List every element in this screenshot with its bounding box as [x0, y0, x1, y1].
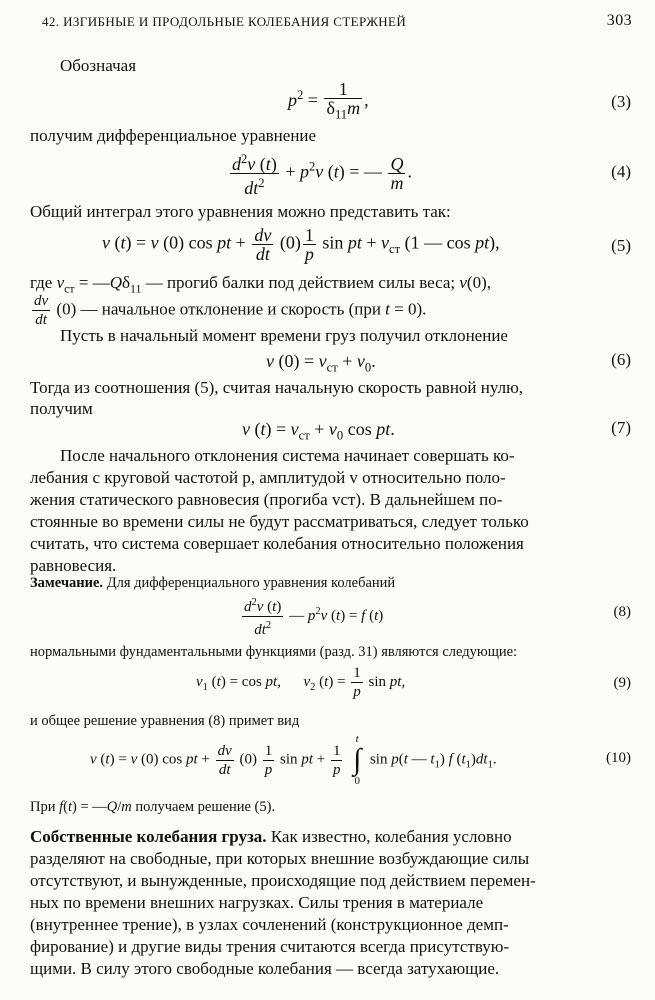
- text-fragment: — прогиб балки под действием силы веса;: [145, 273, 456, 292]
- paragraph-line: отсутствуют, и вынужденные, происходящие под действием перемен-: [30, 871, 536, 890]
- text-fragment: где: [30, 273, 53, 292]
- equation-8: $\frac{d^2v (t)}{dt^2}$ — $p^2v$ (t) = f (t): [240, 594, 383, 639]
- paragraph-line: разделяют на свободные, при которых внешние возбуждающие силы: [30, 849, 530, 868]
- equation-number: (6): [611, 350, 631, 369]
- text-fragment: — начальное отклонение и скорость (при: [80, 299, 381, 319]
- text-line: Общий интеграл этого уравнения можно представить так:: [30, 202, 451, 221]
- page-number: 303: [606, 12, 632, 29]
- remark-label: Замечание.: [30, 575, 104, 591]
- text-line: получим: [30, 399, 93, 418]
- text-line: Обозначая: [60, 56, 137, 75]
- equation-number: (7): [611, 418, 631, 437]
- text-line: $\frac{dv}{dt}$ (0) — начальное отклонение и скорость (при t = 0).: [34, 293, 427, 328]
- equation-number: (3): [611, 92, 631, 111]
- header-title: 42. ИЗГИБНЫЕ И ПРОДОЛЬНЫЕ КОЛЕБАНИЯ СТЕРЖНЕЙ: [42, 14, 407, 29]
- paragraph-line: равновесия.: [30, 556, 117, 575]
- text-fragment: При: [30, 799, 56, 815]
- equation-number: (9): [613, 675, 631, 691]
- equation-number: (5): [611, 236, 631, 255]
- equation-number: (10): [606, 750, 631, 766]
- paragraph-line: лебания с круговой частотой p, амплитудой v относительно поло-: [30, 468, 506, 487]
- equation-10: v (t) = v (0) cos pt + $\frac{dv}{dt}$ (0) $\frac{1}{p}$ sin pt + $\frac{1}{p}$ t ∫ 0 sin p(t — $t_1$) f $(t_1)dt_1$.: [90, 733, 497, 787]
- equation-5: v (t) = v (0) cos pt + $\frac{dv}{dt}$ (0) $\frac{1}{p}$ sin pt + $v_{ст}$ (1 — cos pt),: [102, 225, 500, 264]
- paragraph-line: считать, что система совершает колебания относительно положения: [30, 534, 524, 553]
- equation-3: $p^2$ = $\frac{1}{\delta_{11}m}$ ,: [288, 79, 369, 122]
- text-line: где $v_{ст}$ = $—Q\delta_{11}$ — прогиб балки под действием силы веса; v(0),: [30, 273, 491, 296]
- running-header: [42, 12, 632, 34]
- paragraph-line: (внутреннее трение), в узлах сочленений (конструкционное демп-: [30, 915, 509, 934]
- paragraph-line: фирование) и другие виды трения считаются всегда присутствую-: [30, 937, 510, 956]
- paragraph-line: [30, 826, 512, 848]
- paragraph-line: ных по времени внешних нагрузках. Силы трения в материале: [30, 893, 484, 912]
- integral-sign: t ∫ 0: [353, 733, 362, 787]
- paragraph-line: стоянные во времени силы не будут рассматриваться, следует только: [30, 512, 529, 531]
- equation-7: v $(t) = v_{ст} + v_0$ cos pt.: [242, 419, 395, 443]
- equation-4: $\frac{d^2v (t)}{dt^2}$ + $p^2v$ (t) = — $\frac{Q}{m}$ .: [232, 152, 412, 198]
- equation-number: (8): [613, 604, 631, 620]
- text-fragment: Как известно, колебания условно: [270, 827, 512, 846]
- text-line: Тогда из соотношения (5), считая начальную скорость равной нулю,: [30, 378, 524, 397]
- text-line: получим дифференциальное уравнение: [30, 126, 317, 145]
- paragraph-line: щими. В силу этого свободные колебания — всегда затухающие.: [30, 959, 500, 978]
- remark-text: Для дифференциального уравнения колебаний: [106, 575, 396, 591]
- remark-line: [30, 572, 395, 594]
- equation-number: (4): [611, 162, 631, 181]
- text-fragment: получаем решение (5).: [135, 799, 276, 815]
- text-line: и общее решение уравнения (8) примет вид: [30, 713, 300, 729]
- equation-6: v $(0) = v_{ст} + v_0$.: [266, 351, 376, 375]
- paragraph-line: После начального отклонения система начинает совершать ко-: [60, 446, 515, 465]
- text-line: нормальными фундаментальными функциями (разд. 31) являются следующие:: [30, 644, 518, 660]
- equation-9: $v_1$ (t) = cos pt, $v_2$ (t) = $\frac{1}{p}$ sin pt,: [196, 665, 406, 700]
- section-title: Собственные колебания груза.: [30, 827, 267, 846]
- text-line: Пусть в начальный момент времени груз получил отклонение: [60, 326, 508, 345]
- paragraph-line: жения статического равновесия (прогиба vст). В дальнейшем по-: [30, 490, 503, 509]
- text-line: При f(t) = —Q/m получаем решение (5).: [30, 799, 276, 815]
